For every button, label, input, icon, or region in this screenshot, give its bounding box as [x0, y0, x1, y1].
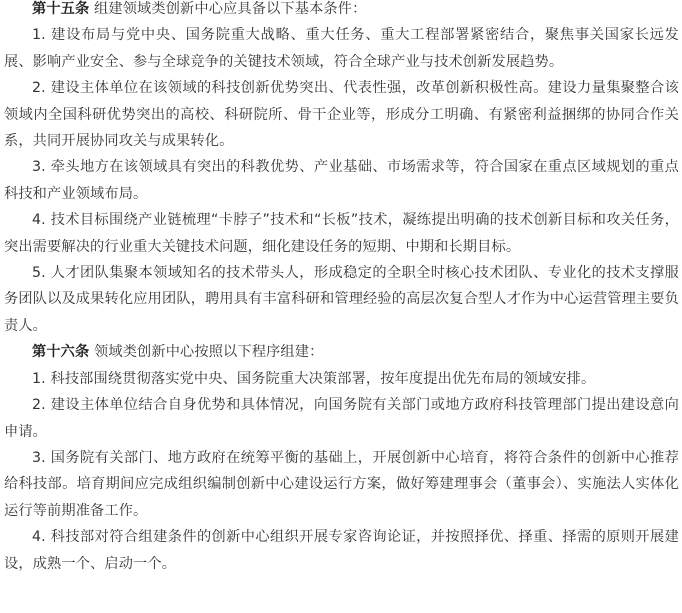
article-16-intro: 领域类创新中心按照以下程序组建： — [89, 344, 324, 361]
article-15-intro: 组建领域类创新中心应具备以下基本条件： — [89, 1, 367, 17]
article-15-item-3: 3. 牵头地方在该领域具有突出的科教优势、产业基础、市场需求等，符合国家在重点区域规划的重点科技和产业领域布局。 — [4, 159, 679, 202]
article-15-item-2: 2. 建设主体单位在该领域的科技创新优势突出、代表性强，改革创新积极性高。建设力量集聚整合该领域内全国科研优势突出的高校、科研院所、骨干企业等，形成分工明确、有紧密利益捆绑的协同合作关系，共同开展协同攻关与成果转化。 — [4, 80, 679, 150]
article-15-item-4: 4. 技术目标围绕产业链梳理“卡脖子”技术和“长板”技术，凝练提出明确的技术创新目标和攻关任务，突出需要解决的行业重大关键技术问题，细化建设任务的短期、中期和长期目标。 — [4, 212, 679, 255]
article-15-item-1: 1. 建设布局与党中央、国务院重大战略、重大任务、重大工程部署紧密结合，聚焦事关国家长远发展、影响产业安全、参与全球竞争的关键技术领域，符合全球产业与技术创新发展趋势。 — [4, 27, 679, 70]
article-16-item-2: 2. 建设主体单位结合自身优势和具体情况，向国务院有关部门或地方政府科技管理部门提出建设意向申请。 — [4, 397, 679, 440]
article-16-label: 第十六条 — [32, 344, 90, 361]
article-16-item-3: 3. 国务院有关部门、地方政府在统筹平衡的基础上，开展创新中心培育，将符合条件的创新中心推荐给科技部。培育期间应完成组织编制创新中心建设运行方案，做好筹建理事会（董事会）、实施法人实体化运行等前期准备工作。 — [4, 449, 679, 519]
article-15-heading — [4, 0, 679, 22]
article-15-label: 第十五条 — [32, 1, 90, 17]
article-15-item-5: 5. 人才团队集聚本领域知名的技术带头人，形成稳定的全职全时核心技术团队、专业化的技术支撑服务团队以及成果转化应用团队，聘用具有丰富科研和管理经验的高层次复合型人才作为中心运营管理主要负责人。 — [4, 265, 679, 334]
article-16-item-4: 4. 科技部对符合组建条件的创新中心组织开展专家咨询论证，并按照择优、择重、择需的原则开展建设，成熟一个、启动一个。 — [4, 529, 679, 572]
article-16-heading — [4, 339, 679, 365]
article-16-item-1: 1. 科技部围绕贯彻落实党中央、国务院重大决策部署，按年度提出优先布局的领域安排。 — [32, 370, 596, 387]
